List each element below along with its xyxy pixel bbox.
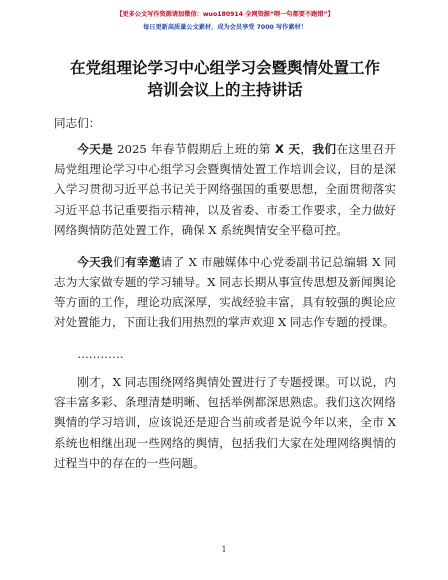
page-number: 1 — [221, 545, 227, 554]
p1-bold-today: 今天是 — [77, 142, 114, 156]
p2-bold-honored: 有幸邀 — [124, 254, 161, 269]
document-title — [54, 57, 396, 101]
promo-line-blue: 每日更新高质量公文素材，成为会员享受 7000 写作素材！ — [143, 24, 307, 31]
paragraph-1 — [54, 139, 396, 240]
p1-text: 在这里召开局党组理论学习中心组学习会暨舆情处置工作培训会议，目的是深入学习贯彻习近平总书记关于网络强国的重要思想，全面贯彻落实习近平总书记重要指示精神，以及省委、市委工作要求，全力做好网络舆情防范处置工作，确保 X 系统舆情安全平稳可控。 — [54, 142, 396, 237]
p2-bold-today: 今天我 — [77, 254, 113, 269]
salutation: 同志们： — [54, 116, 101, 130]
ellipsis-separator: ………… — [77, 347, 124, 362]
promo-line-red: 【更多公文写作资源请加微信：wuo180914 全网资源“喂一句都要不跑错”】 — [116, 11, 334, 18]
paragraph-3: 刚才，X 同志围绕网络舆情处置进行了专题授课。可以说，内容丰富多彩、条理清楚明晰、包括举例都深思熟虑。我们这次网络舆情的学习培训，应该说还是迎合当前或者是说今年以来，全市 X 系统也相继出现一些网络的舆情，包括我们大家在处理网络舆情的过程当中的存在的一些问题。 — [54, 375, 396, 470]
title-line-1: 在党组理论学习中心组学习会暨舆情处置工作 — [69, 59, 380, 77]
promo-banner — [54, 8, 396, 34]
p1-text: ， — [300, 142, 313, 156]
p2-text: 请了 X 市融媒体中心党委副书记总编辑 X 同志为大家做专题的学习辅导。X 同志长期从事宣传思想及新闻舆论等方面的工作，理论功底深厚，实战经验丰富，具有较强的舆论应对处置能力，下面让我们用热烈的掌声欢迎 X 同志作专题的授课。 — [54, 254, 396, 330]
paragraph-2 — [54, 252, 396, 333]
p2-text: 们 — [113, 254, 125, 269]
p1-text: 2025 年春节假期后上班的第 — [113, 142, 275, 156]
p1-bold-day: X 天 — [274, 142, 301, 156]
p1-bold-we: 我们 — [312, 142, 337, 156]
title-line-2: 培训会议上的主持讲话 — [147, 81, 303, 99]
